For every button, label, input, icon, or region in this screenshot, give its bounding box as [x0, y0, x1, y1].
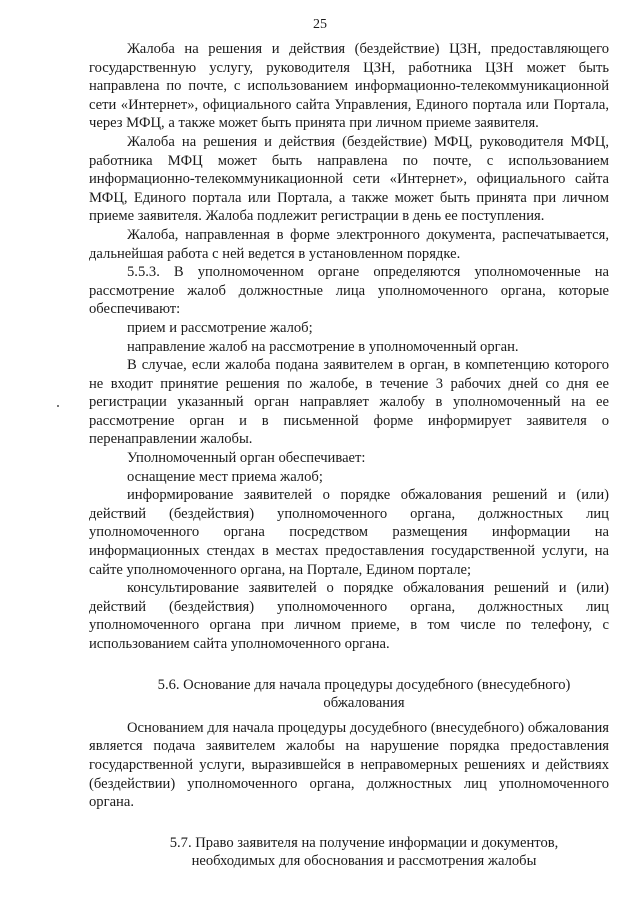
list-item-forwarding: направление жалоб на рассмотрение в уполномоченный орган.: [127, 338, 519, 355]
paragraph-complaint-czn: Жалоба на решения и действия (бездействие) ЦЗН, предоставляющего государственную услугу, руководителя ЦЗН, работника ЦЗН может быть направлена по почте, с использованием информационно-телекоммуникационной сети «Интернет», официального сайта Управления, Единого портала или Портала, через МФЦ, а также может быть принята при личном приеме заявителя.: [89, 41, 609, 132]
paragraph-wrong-authority: В случае, если жалоба подана заявителем в орган, в компетенцию которого не входит принятие решения по жалобе, в течение 3 рабочих дней со дня ее регистрации указанный орган направляет жалобу в уполномоченный на ее рассмотрение орган и в письменной форме информирует заявителя о перенаправлении жалобы.: [89, 357, 609, 448]
list-item-informing: информирование заявителей о порядке обжалования решений и (или) действий (бездействия) уполномоченного органа, должностных лиц уполномоченного органа посредством размещения информации на информационных стендах в местах предоставления государственной услуги, на сайте уполномоченного органа, на Портале, Едином портале;: [89, 487, 609, 578]
list-item-reception: прием и рассмотрение жалоб;: [127, 319, 313, 336]
scan-mark: [57, 405, 59, 407]
paragraph-authority-ensures: Уполномоченный орган обеспечивает:: [127, 450, 366, 467]
page-number: 25: [313, 17, 327, 32]
paragraph-complaint-mfc: Жалоба на решения и действия (бездействие) МФЦ, руководителя МФЦ, работника МФЦ может быть направлена по почте, с использованием информационно-телекоммуникационной сети «Интернет», официального сайта МФЦ, Единого портала или Портала, а также может быть принята при личном приеме заявителя. Жалоба подлежит регистрации в день ее поступления.: [89, 133, 609, 225]
list-item-equipment: оснащение мест приема жалоб;: [127, 468, 323, 485]
document-body: [89, 40, 609, 871]
paragraph-electronic-complaint: Жалоба, направленная в форме электронного документа, распечатывается, дальнейшая работа с ней ведется в установленном порядке.: [89, 226, 609, 262]
section-5-7-heading: 5.7. Право заявителя на получение информации и документов, необходимых для обоснования и рассмотрения жалобы: [169, 834, 559, 870]
section-5-6-text: Основанием для начала процедуры досудебного (внесудебного) обжалования является подача заявителем жалобы на нарушение порядка предоставления государственной услуги, выразившейся в неправомерных решениях и действиях (бездействии) уполномоченного органа, должностных лиц уполномоченного органа.: [89, 719, 609, 811]
list-item-consulting: консультирование заявителей о порядке обжалования решений и (или) действий (бездействия) уполномоченного органа, должностных лиц уполномоченного органа при личном приеме, в том числе по телефону, с использованием сайта уполномоченного органа.: [89, 580, 609, 652]
paragraph-5-5-3: 5.5.3. В уполномоченном органе определяются уполномоченные на рассмотрение жалоб должностные лица уполномоченного органа, которые обеспечивают:: [89, 264, 609, 318]
section-5-6-heading: 5.6. Основание для начала процедуры досудебного (внесудебного) обжалования: [157, 676, 571, 712]
